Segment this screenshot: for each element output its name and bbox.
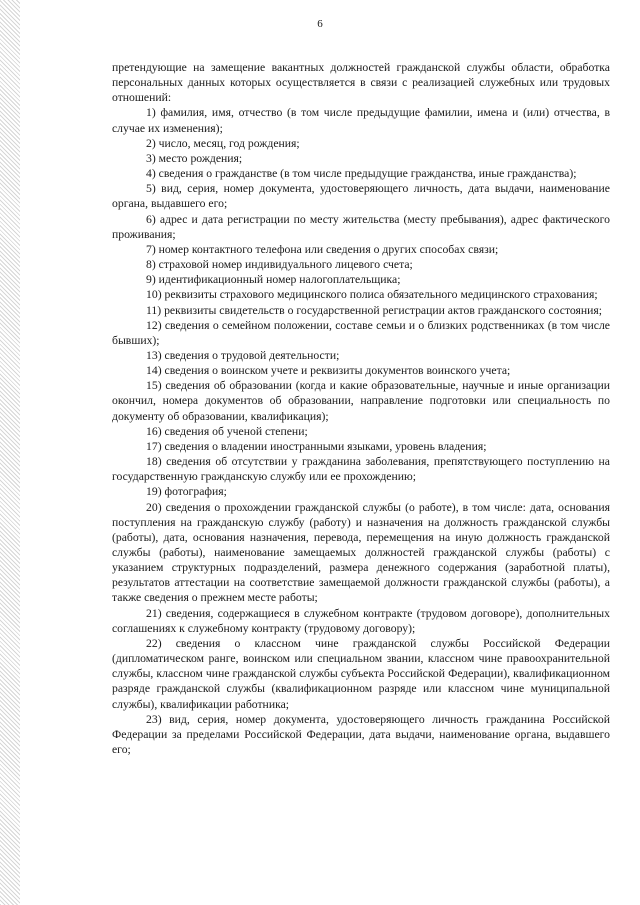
list-item: 19) фотография;	[146, 485, 227, 499]
list-item: 9) идентификационный номер налогоплательщика;	[146, 273, 401, 287]
list-item: 3) место рождения;	[146, 151, 243, 165]
list-item: 23) вид, серия, номер документа, удостоверяющего личность гражданина Российской Федерации за пределами Российской Федерации, дата выдачи, наименование органа, выдавшего его;	[112, 712, 610, 757]
list-item: 16) сведения об ученой степени;	[146, 424, 308, 438]
list-item: 22) сведения о классном чине гражданской службы Российской Федерации (дипломатическом ранге, воинском или специальном звании, классном чине правоохранительной службы, классном чине гражданской службы субъекта Российской Федерации), квалификационном разряде гражданской службы (квалификационном разряде или классном чине муниципальной службы), квалификации работника;	[112, 636, 610, 711]
list-item: 10) реквизиты страхового медицинского полиса обязательного медицинского страхования;	[146, 288, 598, 302]
intro-paragraph: претендующие на замещение вакантных должностей гражданской службы области, обработка персональных данных которых осуществляется в связи с реализацией служебных или трудовых отношений:	[112, 61, 610, 105]
list-item: 2) число, месяц, год рождения;	[146, 136, 300, 150]
list-item: 20) сведения о прохождении гражданской службы (о работе), в том числе: дата, основания поступления на гражданскую службу (работу) и назначения на должность гражданской службы (работы), дата, основания назначения, перевода, перемещения на иную должность гражданской службы (работы), наименование замещаемых должностей гражданской службы (работы) с указанием структурных подразделений, размера денежного содержания (заработной платы), результатов аттестации на соответствие замещаемой должности гражданской службы (работы), а также сведения о прежнем месте работы;	[112, 500, 610, 605]
list-item: 18) сведения об отсутствии у гражданина заболевания, препятствующего поступлению на государственную гражданскую службу или ее прохождению;	[112, 455, 610, 484]
list-item: 11) реквизиты свидетельств о государственной регистрации актов гражданского состояния;	[146, 303, 603, 317]
list-item: 21) сведения, содержащиеся в служебном контракте (трудовом договоре), дополнительных соглашениях к служебному контракту (трудовому договору);	[112, 606, 610, 635]
list-item: 14) сведения о воинском учете и реквизиты документов воинского учета;	[146, 364, 511, 378]
list-item: 17) сведения о владении иностранными языками, уровень владения;	[146, 439, 487, 453]
document-body	[112, 60, 610, 757]
list-item: 8) страховой номер индивидуального лицевого счета;	[146, 258, 413, 272]
list-item: 7) номер контактного телефона или сведения о других способах связи;	[146, 242, 499, 256]
list-item: 4) сведения о гражданстве (в том числе предыдущие гражданства, иные гражданства);	[146, 167, 577, 181]
scan-edge-decoration	[0, 0, 20, 905]
list-item: 6) адрес и дата регистрации по месту жительства (месту пребывания), адрес фактического проживания;	[112, 212, 610, 241]
list-item: 15) сведения об образовании (когда и какие образовательные, научные и иные организации окончил, номера документов об образовании, направление подготовки или специальность по документу об образовании, квалификация);	[112, 379, 610, 423]
list-item: 13) сведения о трудовой деятельности;	[146, 348, 340, 362]
list-item: 12) сведения о семейном положении, составе семьи и о близких родственниках (в том числе бывших);	[112, 318, 610, 347]
list-item: 1) фамилия, имя, отчество (в том числе предыдущие фамилии, имена и (или) отчества, в случае их изменения);	[112, 106, 610, 135]
list-item: 5) вид, серия, номер документа, удостоверяющего личность, дата выдачи, наименование органа, выдавшего его;	[112, 182, 610, 211]
page-number: 6	[317, 18, 323, 30]
